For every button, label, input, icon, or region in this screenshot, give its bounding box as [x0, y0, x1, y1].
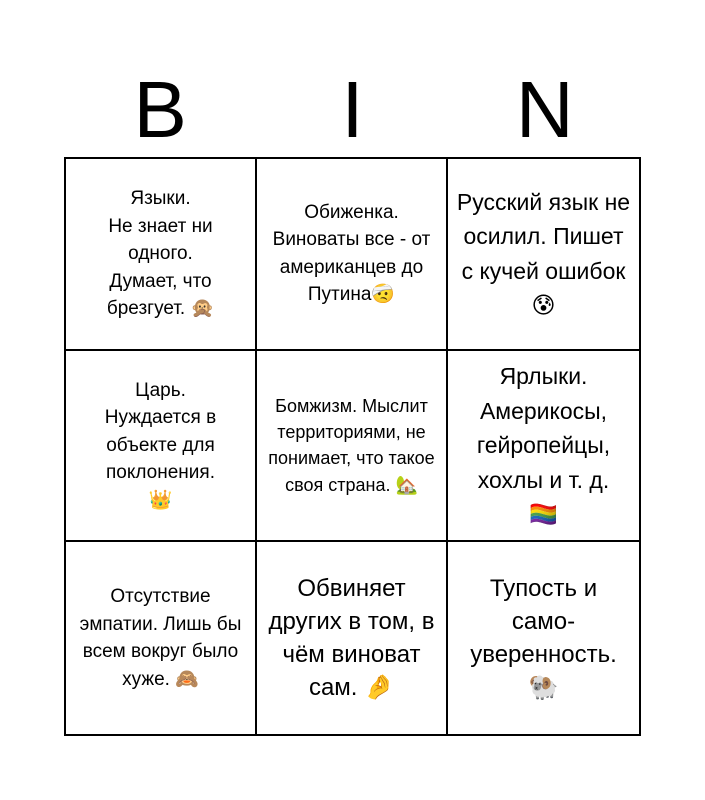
bingo-cell[interactable]: Тупость и само-уверенность. 🐏 — [470, 574, 617, 702]
bingo-grid — [64, 157, 641, 736]
bingo-cell[interactable]: Обвиняет других в том, в чём виноват сам. 🤌 — [257, 542, 448, 734]
bingo-cell[interactable]: Отсутствие эмпатии. Лишь бы всем вокруг было хуже. 🙈 — [66, 542, 257, 734]
bingo-cell[interactable]: Ярлыки. Америкосы, гейропейцы, хохлы и т. д. 🏳️‍🌈 — [448, 351, 639, 543]
header-letter-b: B — [133, 65, 187, 154]
bingo-cell[interactable]: Русский язык не осилил. Пишет с кучей ошибок 😰 — [448, 159, 639, 351]
bingo-cell[interactable]: Бомжизм. Мыслит территориями, не понимает, что такое своя страна. 🏡 — [257, 351, 448, 543]
header-letter-i: I — [341, 65, 364, 154]
bingo-header — [64, 62, 641, 157]
bingo-cell[interactable]: Языки. Не знает ни одного. Думает, что брезгует. 🙊 — [66, 159, 257, 351]
bingo-cell[interactable]: Царь. Нуждается в объекте для поклонения. 👑 — [66, 351, 257, 543]
bingo-cell[interactable]: Обиженка. Виноваты все - от американцев до Путина🤕 — [257, 159, 448, 351]
header-letter-n: N — [515, 65, 574, 154]
